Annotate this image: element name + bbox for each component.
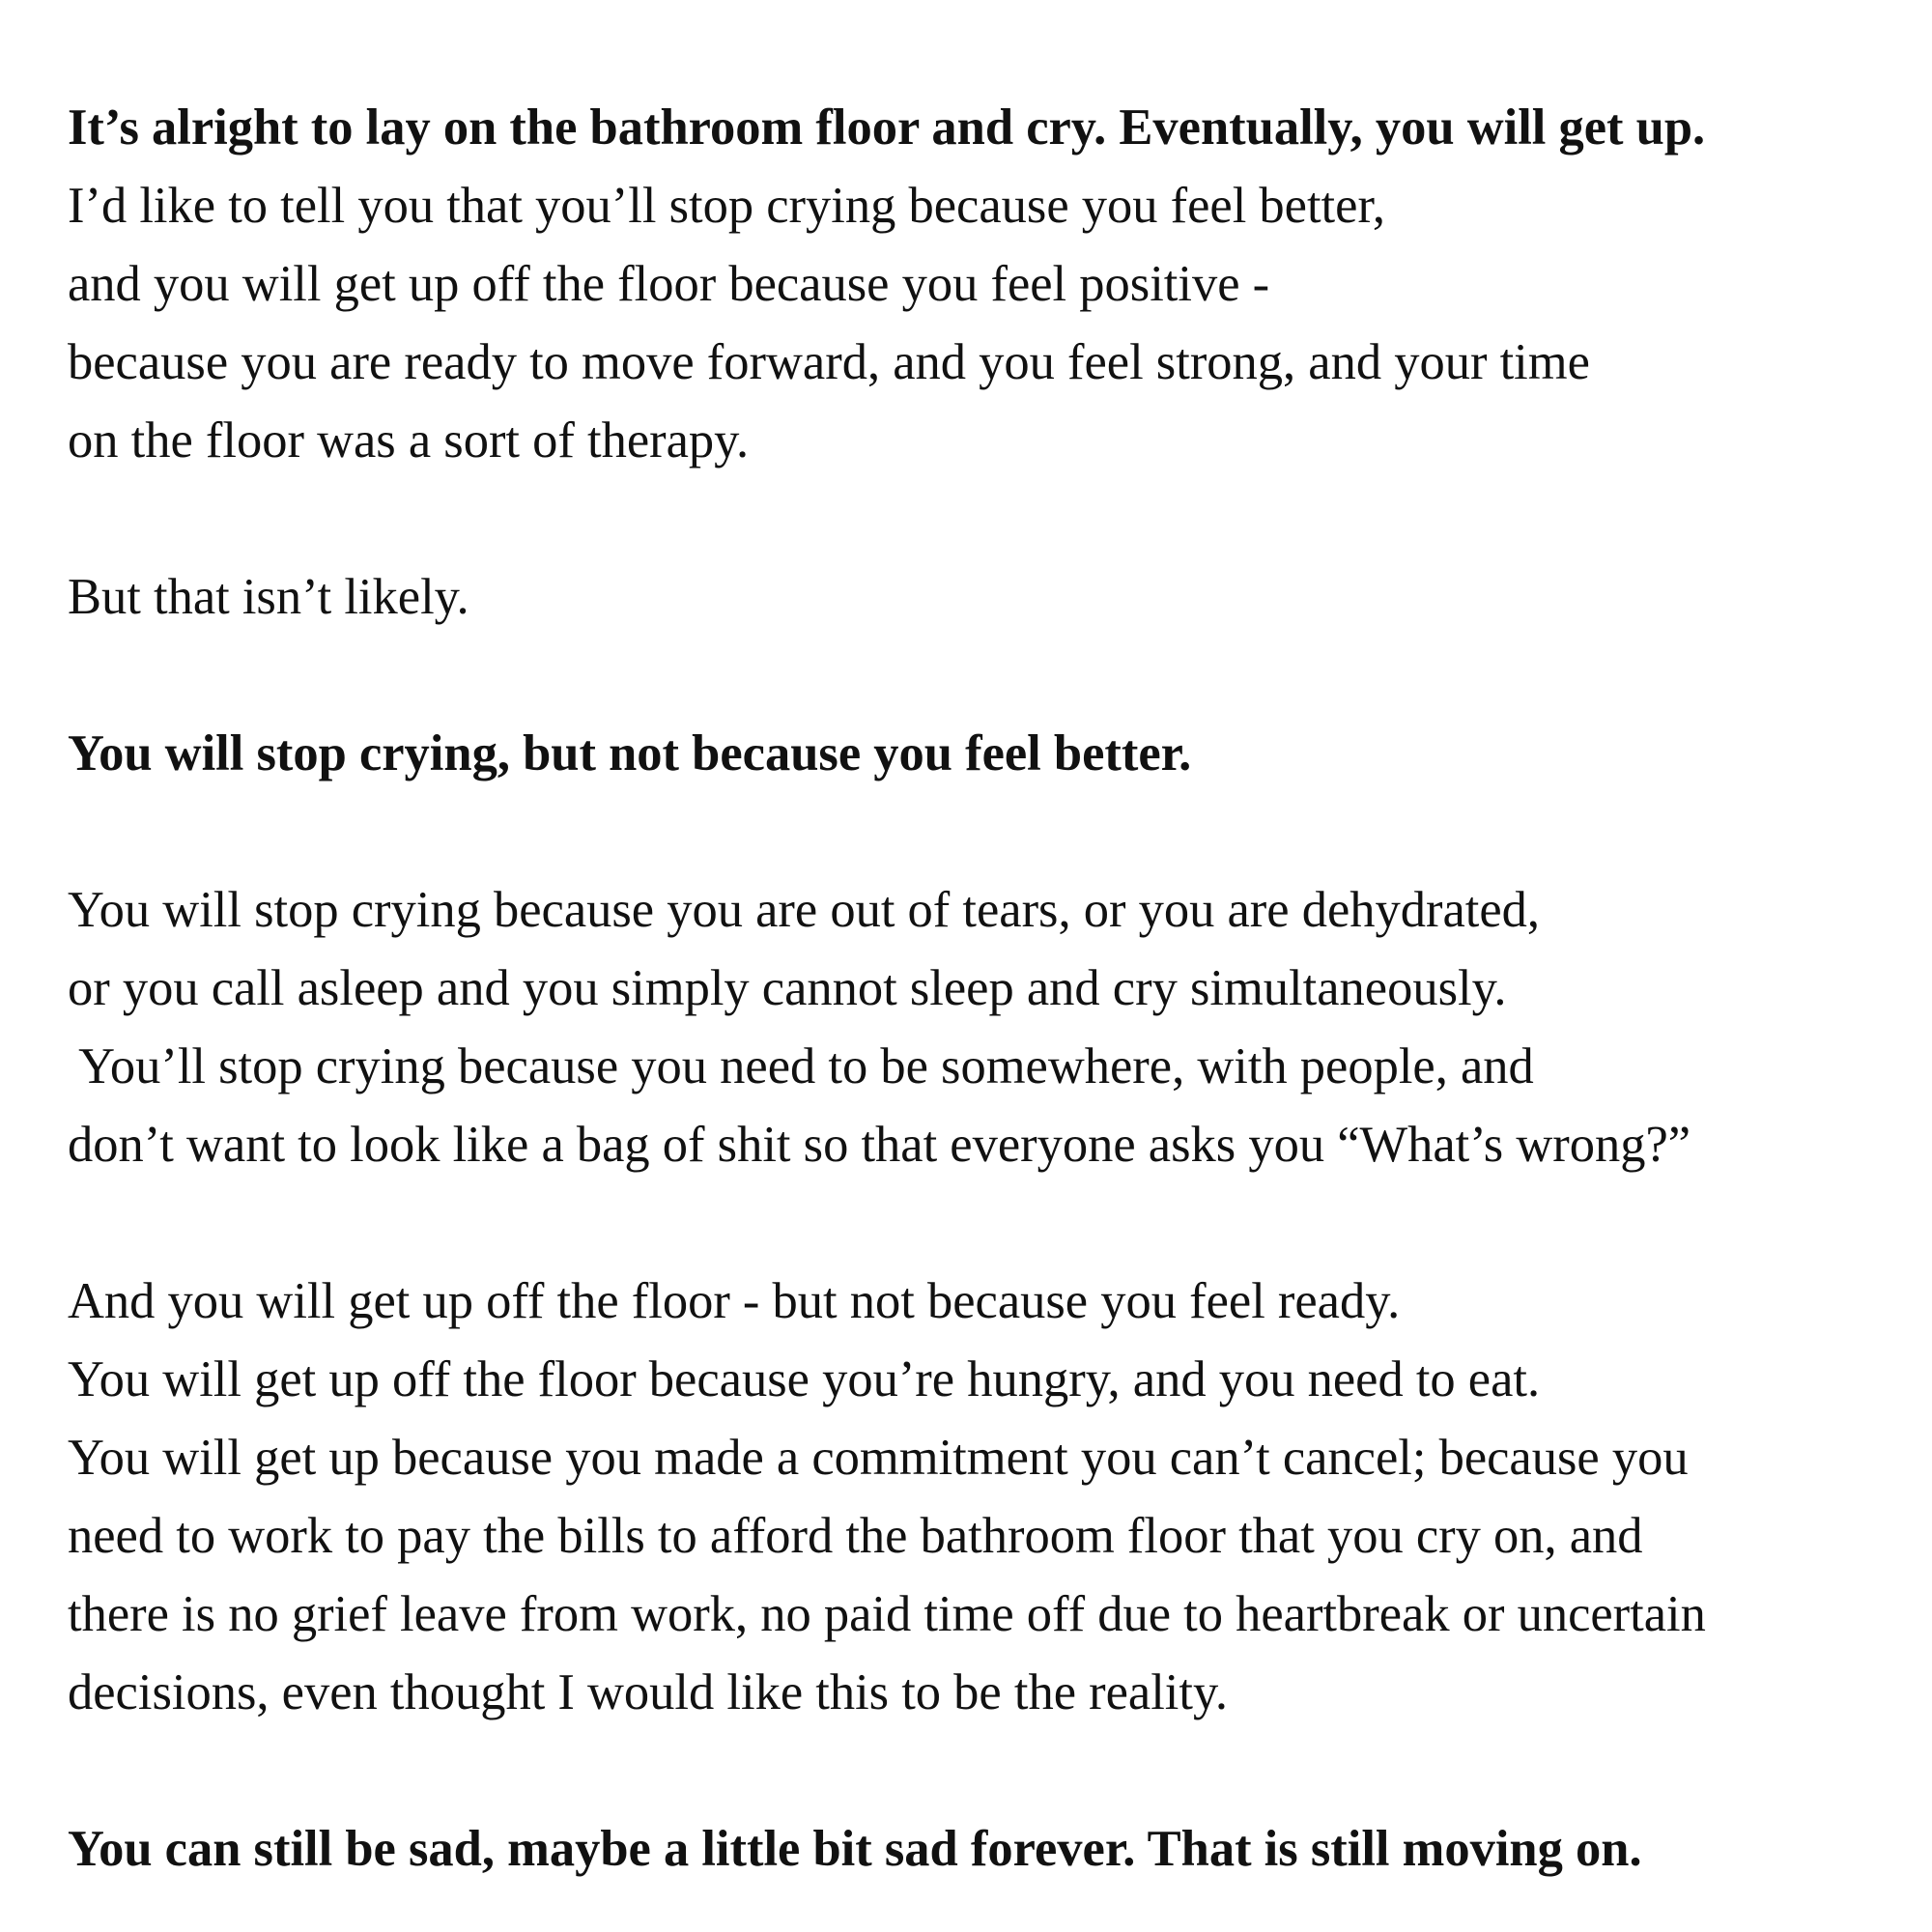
paragraph-line: But that isn’t likely.: [68, 569, 469, 625]
paragraph-line: need to work to pay the bills to afford the bathroom floor that you cry on, and: [68, 1508, 1643, 1564]
paragraph-line: And you will get up off the floor - but not because you feel ready.: [68, 1273, 1401, 1329]
paragraph-spacer: [68, 1184, 1903, 1263]
paragraph-spacer: [68, 637, 1903, 715]
paragraph-line: on the floor was a sort of therapy.: [68, 412, 750, 469]
paragraph-line: I’d like to tell you that you’ll stop crying because you feel better,: [68, 178, 1385, 234]
paragraph-spacer: [68, 1732, 1903, 1810]
paragraph-line: You will get up because you made a commitment you can’t cancel; because you: [68, 1430, 1689, 1486]
document-body: [68, 89, 1903, 1889]
paragraph-line: decisions, even thought I would like this to be the reality.: [68, 1664, 1228, 1720]
paragraph-6: [68, 1810, 1903, 1889]
paragraph-spacer: [68, 793, 1903, 871]
paragraph-line: there is no grief leave from work, no paid time off due to heartbreak or uncertain: [68, 1586, 1706, 1642]
paragraph-line: You will get up off the floor because you’re hungry, and you need to eat.: [68, 1351, 1541, 1407]
paragraph-line: because you are ready to move forward, and you feel strong, and your time: [68, 334, 1590, 390]
paragraph-1: [68, 89, 1903, 480]
paragraph-spacer: [68, 480, 1903, 558]
paragraph-2: [68, 558, 1903, 637]
paragraph-5: [68, 1263, 1903, 1732]
paragraph-line: You will stop crying because you are out of tears, or you are dehydrated,: [68, 882, 1541, 938]
paragraph-line: You can still be sad, maybe a little bit sad forever. That is still moving on.: [68, 1821, 1642, 1877]
paragraph-line: and you will get up off the floor because you feel positive -: [68, 256, 1270, 312]
paragraph-4: [68, 871, 1903, 1184]
paragraph-line: don’t want to look like a bag of shit so that everyone asks you “What’s wrong?”: [68, 1117, 1691, 1173]
paragraph-line: It’s alright to lay on the bathroom floor and cry. Eventually, you will get up.: [68, 99, 1706, 156]
paragraph-line: You’ll stop crying because you need to be somewhere, with people, and: [68, 1038, 1534, 1094]
paragraph-line: or you call asleep and you simply cannot sleep and cry simultaneously.: [68, 960, 1507, 1016]
paragraph-3: [68, 715, 1903, 793]
paragraph-line: You will stop crying, but not because you feel better.: [68, 725, 1192, 781]
